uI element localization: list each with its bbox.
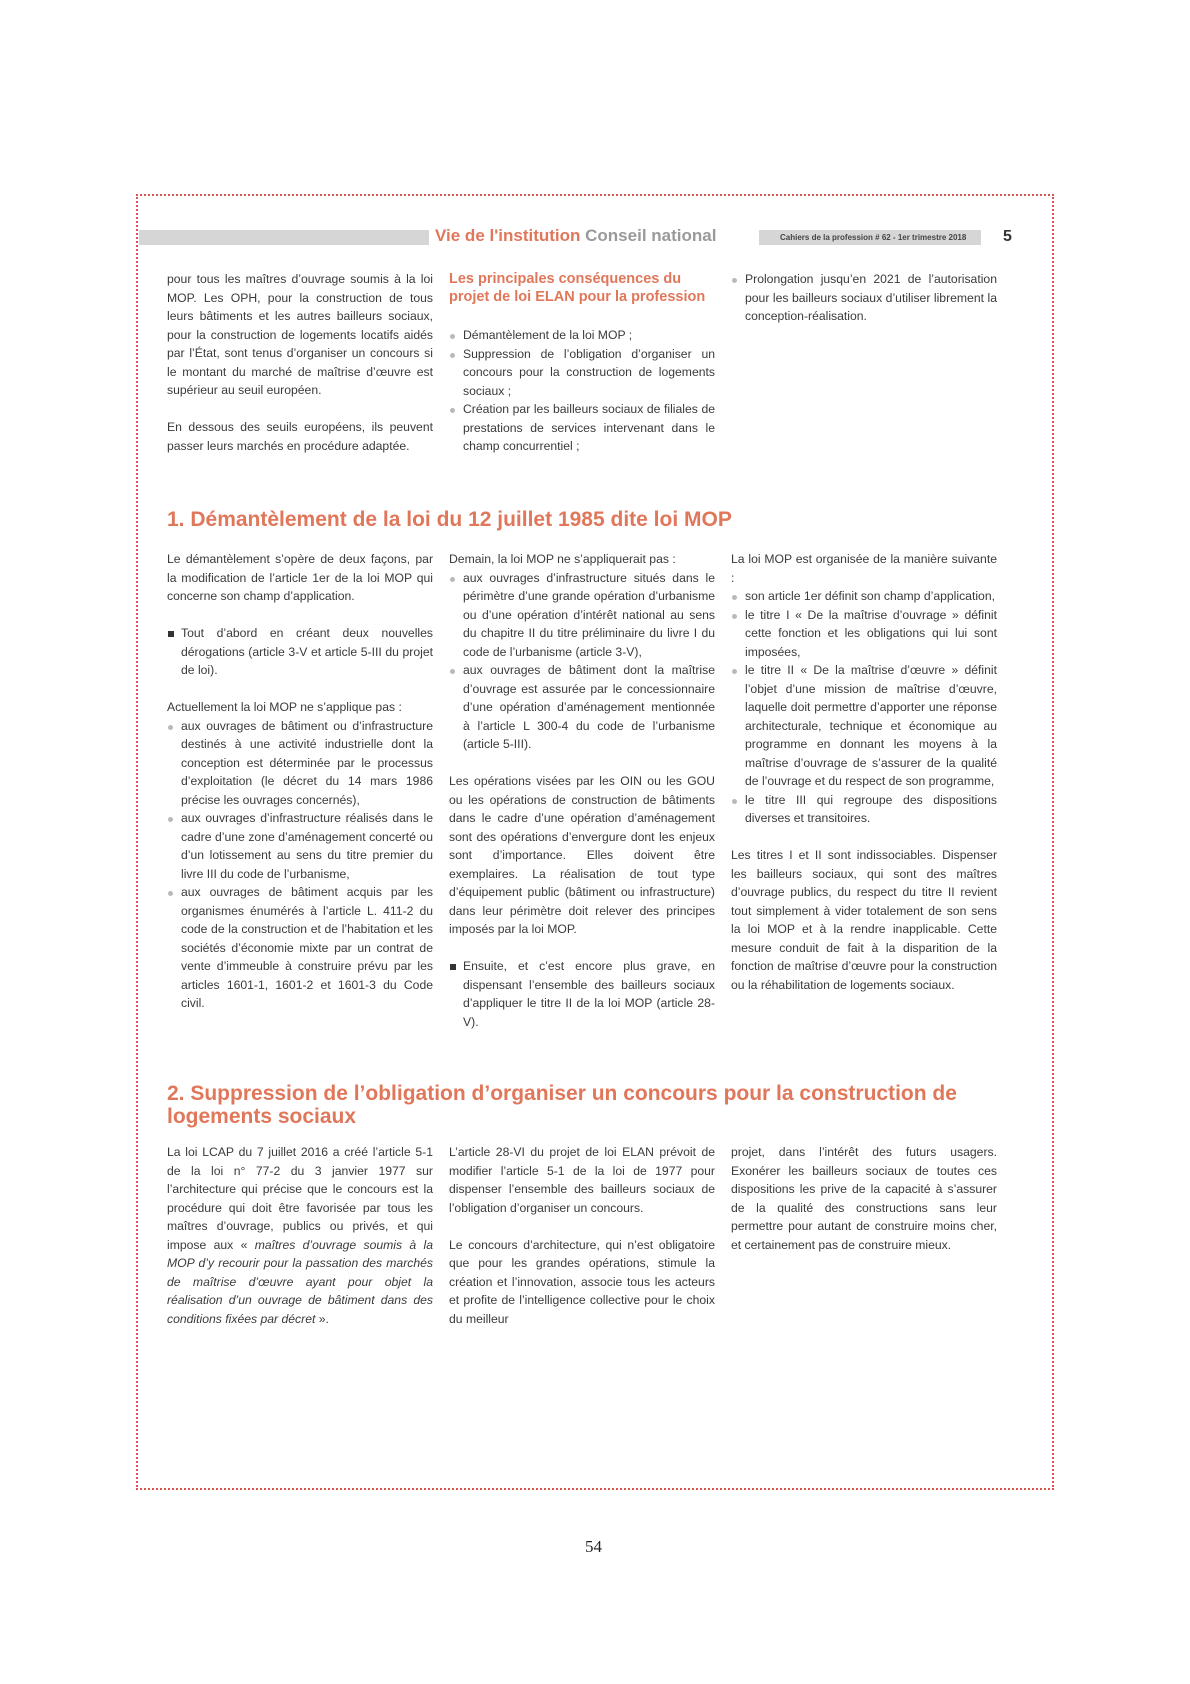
body-paragraph: Le démantèlement s’opère de deux façons, par la modification de l’article 1er de la loi MOP qui concerne son champ d’application. [167, 552, 433, 603]
square-list [449, 957, 715, 1031]
list-item: Suppression de l’obligation d’organiser un concours pour la construction de logements sociaux ; [449, 345, 715, 401]
list-item: aux ouvrages d’infrastructure réalisés dans le cadre d’une zone d’aménagement concerté ou d’un lotissement au sens du titre premier du livre III du code de l’urbanisme, [167, 809, 433, 883]
bullet-list [449, 569, 715, 754]
bullet-list [167, 717, 433, 1013]
quote-text: maîtres d’ouvrage soumis à la MOP d’y recourir pour la passation des marchés de maîtrise d’œuvre ayant pour objet la réalisation d’un ouvrage de bâtiment dans des conditions fixées par décret [167, 1237, 433, 1326]
section-1-column-2 [449, 550, 715, 1050]
intro-paragraph: pour tous les maîtres d’ouvrage soumis à la loi MOP. Les OPH, pour la construction de tous leurs bâtiments et les autres bailleurs sociaux, pour la construction de logements locatifs aidés par l’État, sont tenus d’organiser un concours si le montant du marché de maîtrise d’œuvre est supérieur au seuil européen. [167, 272, 433, 397]
body-paragraph: Les opérations visées par les OIN ou les GOU ou les opérations de construction de bâtiments dans le cadre d’une opération d’aménagement sont des opérations d’envergure dont les enjeux sont d’importance. Elles doivent être exemplaires. La réalisation de tout type d’équipement public (bâtiment ou infrastructure) dans leur périmètre doit relever des principes imposés par la loi MOP. [449, 774, 715, 936]
list-item: aux ouvrages de bâtiment acquis par les organismes énumérés à l’article L. 411-2 du code de la construction et de l’habitation et les sociétés d’économie mixte par un contrat de vente d’immeuble à construire prévu par les articles 1601-1, 1601-2 et 1601-3 du Code civil. [167, 883, 433, 1013]
intro-column-1 [167, 270, 433, 455]
list-item: son article 1er définit son champ d’application, [731, 587, 997, 606]
header-bar-left [139, 230, 429, 245]
consequences-list [449, 326, 715, 456]
list-item: le titre III qui regroupe des dispositions diverses et transitoires. [731, 791, 997, 828]
consequences-heading: Les principales conséquences du projet de loi ELAN pour la profession [449, 271, 706, 305]
header-title-subsection: Conseil national [585, 226, 717, 245]
intro-column-2 [449, 270, 715, 474]
header-title-section: Vie de l'institution [435, 226, 581, 245]
footer-page-number: 54 [585, 1537, 602, 1556]
list-item: aux ouvrages d’infrastructure situés dans le périmètre d’une grande opération d’urbanisme ou d’une opération d’intérêt national au sens du chapitre II du titre préliminaire du livre I du code de l’urbanisme (article 3-V), [449, 569, 715, 662]
list-item: le titre II « De la maîtrise d’œuvre » définit l’objet d’une mission de maîtrise d’œuvre, laquelle doit permettre d’apporter une réponse architecturale, technique et économique au programme en donnant les moyens à la maîtrise d’ouvrage de s’assurer de la qualité de l’ouvrage et du respect de son programme, [731, 661, 997, 791]
body-paragraph: Le concours d’architecture, qui n’est obligatoire que pour les grandes opérations, stimule la création et l’innovation, associe tous les acteurs et profite de l’intelligence collective pour le choix du meilleur [449, 1237, 715, 1326]
list-item: Ensuite, et c’est encore plus grave, en dispensant l’ensemble des bailleurs sociaux d’appliquer le titre II de la loi MOP (article 28-V). [449, 957, 715, 1031]
body-paragraph: Demain, la loi MOP ne s’appliquerait pas : [449, 552, 676, 566]
body-paragraph: L’article 28-VI du projet de loi ELAN prévoit de modifier l’article 5-1 de la loi de 1977 pour dispenser l’ensemble des bailleurs sociaux de l’obligation d’organiser un concours. [449, 1145, 715, 1215]
list-item: Tout d’abord en créant deux nouvelles dérogations (article 3-V et article 5-III du projet de loi). [167, 624, 433, 680]
body-paragraph: Les titres I et II sont indissociables. Dispenser les bailleurs sociaux, qui sont des maîtres d’ouvrage publics, du respect du titre II revient tout simplement à vider totalement de son sens la loi MOP et à la rendre inapplicable. Cette mesure conduit de fait à la disparition de la fonction de maîtrise d’œuvre pour la construction ou la réhabilitation de logements sociaux. [731, 848, 997, 992]
section-2-column-3 [731, 1143, 997, 1254]
body-paragraph: La loi MOP est organisée de la manière suivante : [731, 552, 997, 585]
consequences-list-continued [731, 270, 997, 326]
body-paragraph: Actuellement la loi MOP ne s’applique pas : [167, 700, 402, 714]
header-page-number: 5 [1003, 228, 1012, 245]
body-paragraph [167, 1143, 433, 1328]
square-list [167, 624, 433, 680]
list-item: le titre I « De la maîtrise d’ouvrage » définit cette fonction et les obligations qui lui sont imposées, [731, 606, 997, 662]
section-2-column-1 [167, 1143, 433, 1328]
body-paragraph: projet, dans l’intérêt des futurs usagers. Exonérer les bailleurs sociaux de toutes ces dispositions les prive de la capacité à s’assurer de la qualité des constructions sans leur permettre pour autant de construire moins cher, et certainement pas de construire mieux. [731, 1145, 997, 1252]
section-2-title: 2. Suppression de l’obligation d’organiser un concours pour la construction de logements sociaux [167, 1082, 957, 1128]
list-item: Prolongation jusqu’en 2021 de l’autorisation pour les bailleurs sociaux d’utiliser librement la conception-réalisation. [731, 270, 997, 326]
bullet-list [731, 587, 997, 828]
section-1-column-1 [167, 550, 433, 1031]
text-run: ». [318, 1311, 329, 1326]
issue-label: Cahiers de la profession # 62 - 1er trimestre 2018 [780, 233, 967, 242]
intro-paragraph: En dessous des seuils européens, ils peuvent passer leurs marchés en procédure adaptée. [167, 420, 433, 453]
list-item: aux ouvrages de bâtiment dont la maîtrise d’ouvrage est assurée par le concessionnaire d’une opération d’aménagement mentionnée à l’article L 300-4 du code de l’urbanisme (article 5-III). [449, 661, 715, 754]
list-item: aux ouvrages de bâtiment ou d’infrastructure destinés à une activité industrielle dont la conception est déterminée par le processus d’exploitation (le décret du 14 mars 1986 précise les ouvrages concernés), [167, 717, 433, 810]
list-item: Démantèlement de la loi MOP ; [449, 326, 715, 345]
section-1-column-3 [731, 550, 997, 994]
section-1-title: 1. Démantèlement de la loi du 12 juillet 1985 dite loi MOP [167, 508, 732, 531]
header-title [435, 224, 716, 248]
section-2-column-2 [449, 1143, 715, 1328]
intro-column-3 [731, 270, 997, 344]
list-item: Création par les bailleurs sociaux de filiales de prestations de services intervenant dans le champ concurrentiel ; [449, 400, 715, 456]
text-run: La loi LCAP du 7 juillet 2016 a créé l’article 5-1 de la loi n° 77-2 du 3 janvier 1977 sur l’architecture qui précise que le concours est la procédure qui doit être favorisée par tous les maîtres d’ouvrage, publics ou privés, et qui impose aux « [167, 1145, 433, 1252]
